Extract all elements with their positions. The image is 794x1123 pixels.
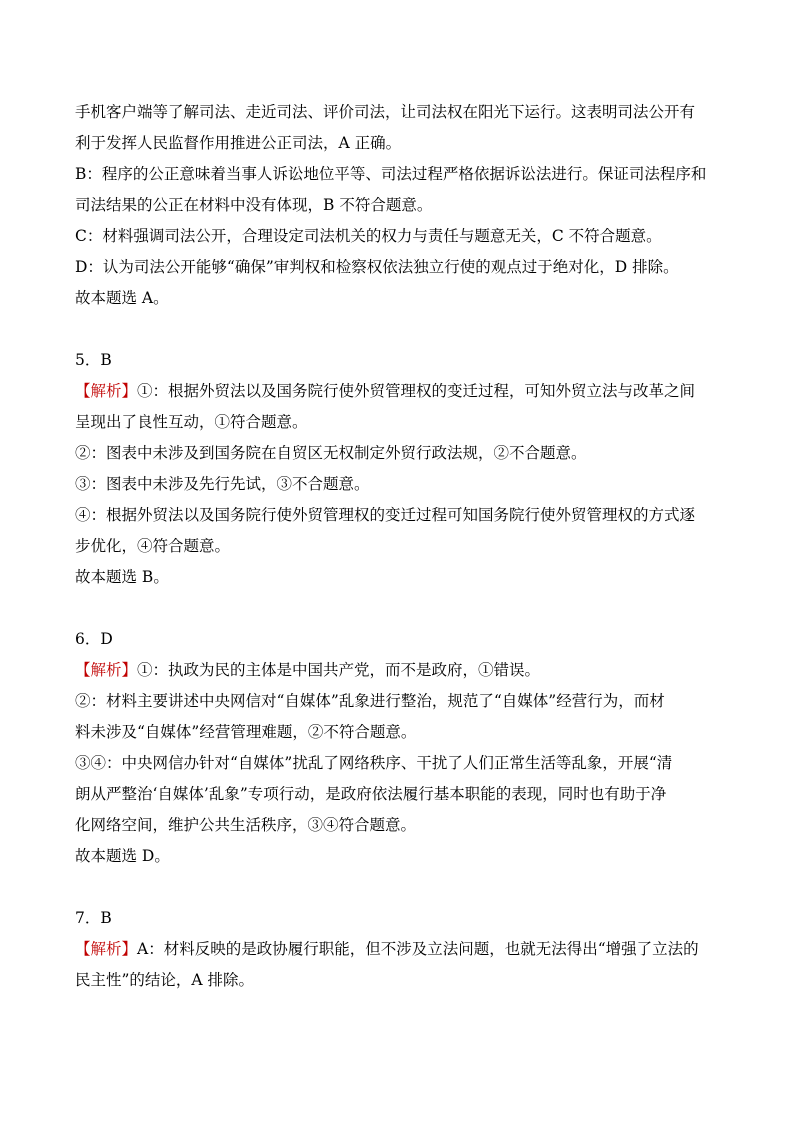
question-6-line-3: 料未涉及“自媒体”经营管理难题，②不符合题意。 <box>75 723 417 741</box>
question-6-conclusion: 故本题选 D。 <box>75 847 170 865</box>
intro-line-2: 利于发挥人民监督作用推进公正司法，A 正确。 <box>75 134 402 152</box>
question-5-conclusion: 故本题选 B。 <box>75 568 169 586</box>
intro-conclusion: 故本题选 A。 <box>75 289 169 307</box>
question-6-line-4: ③④：中央网信办针对“自媒体”扰乱了网络秩序、干扰了人们正常生活等乱象，开展“清 <box>75 754 673 772</box>
intro-option-c: C：材料强调司法公开，合理设定司法机关的权力与责任与题意无关，C 不符合题意。 <box>75 227 662 245</box>
question-5-line-2: 呈现出了良性互动，①符合题意。 <box>75 413 308 431</box>
question-5-line-5: ④：根据外贸法以及国务院行使外贸管理权的变迁过程可知国务院行使外贸管理权的方式逐 <box>75 506 696 524</box>
intro-option-d: D：认为司法公开能够“确保”审判权和检察权依法独立行使的观点过于绝对化，D 排除。 <box>75 258 679 276</box>
spacer <box>75 593 725 624</box>
question-7-answer: 7．B <box>75 909 112 927</box>
question-5-line-3: ②：图表中未涉及到国务院在自贸区无权制定外贸行政法规，②不合题意。 <box>75 444 587 462</box>
question-6-line-1 <box>75 655 725 686</box>
question-7-text-1: A：材料反映的是政协履行职能，但不涉及立法问题，也就无法得出“增强了立法的 <box>137 940 699 958</box>
answer-content <box>75 97 725 996</box>
question-7-line-1 <box>75 934 725 965</box>
intro-option-b-line-1: B：程序的公正意味着当事人诉讼地位平等、司法过程严格依据诉讼法进行。保证司法程序和 <box>75 165 707 183</box>
spacer <box>75 314 725 345</box>
intro-line-1: 手机客户端等了解司法、走近司法、评价司法，让司法权在阳光下运行。这表明司法公开有 <box>75 103 696 121</box>
spacer <box>75 872 725 903</box>
question-6-line-2: ②：材料主要讲述中央网信对“自媒体”乱象进行整治，规范了“自媒体”经营行为，而材 <box>75 692 665 710</box>
question-6-line-5: 朗从严整治‘自媒体’乱象”专项行动，是政府依法履行基本职能的表现，同时也有助于净 <box>75 785 667 803</box>
question-6-text-1: ①：执政为民的主体是中国共产党，而不是政府，①错误。 <box>137 661 541 679</box>
analysis-tag: 【解析】 <box>75 940 138 958</box>
question-6-line-6: 化网络空间，维护公共生活秩序，③④符合题意。 <box>75 816 417 834</box>
intro-option-b-line-2: 司法结果的公正在材料中没有体现，B 不符合题意。 <box>75 196 433 214</box>
question-5-answer: 5．B <box>75 351 112 369</box>
question-5-text-1: ①：根据外贸法以及国务院行使外贸管理权的变迁过程，可知外贸立法与改革之间 <box>137 382 696 400</box>
question-5-line-6: 步优化，④符合题意。 <box>75 537 231 555</box>
question-5-line-4: ③：图表中未涉及先行先试，③不合题意。 <box>75 475 370 493</box>
analysis-tag: 【解析】 <box>75 382 138 400</box>
question-5-line-1 <box>75 376 725 407</box>
question-6-answer: 6．D <box>75 630 113 648</box>
question-7-line-2: 民主性”的结论，A 排除。 <box>75 971 255 989</box>
analysis-tag: 【解析】 <box>75 661 138 679</box>
